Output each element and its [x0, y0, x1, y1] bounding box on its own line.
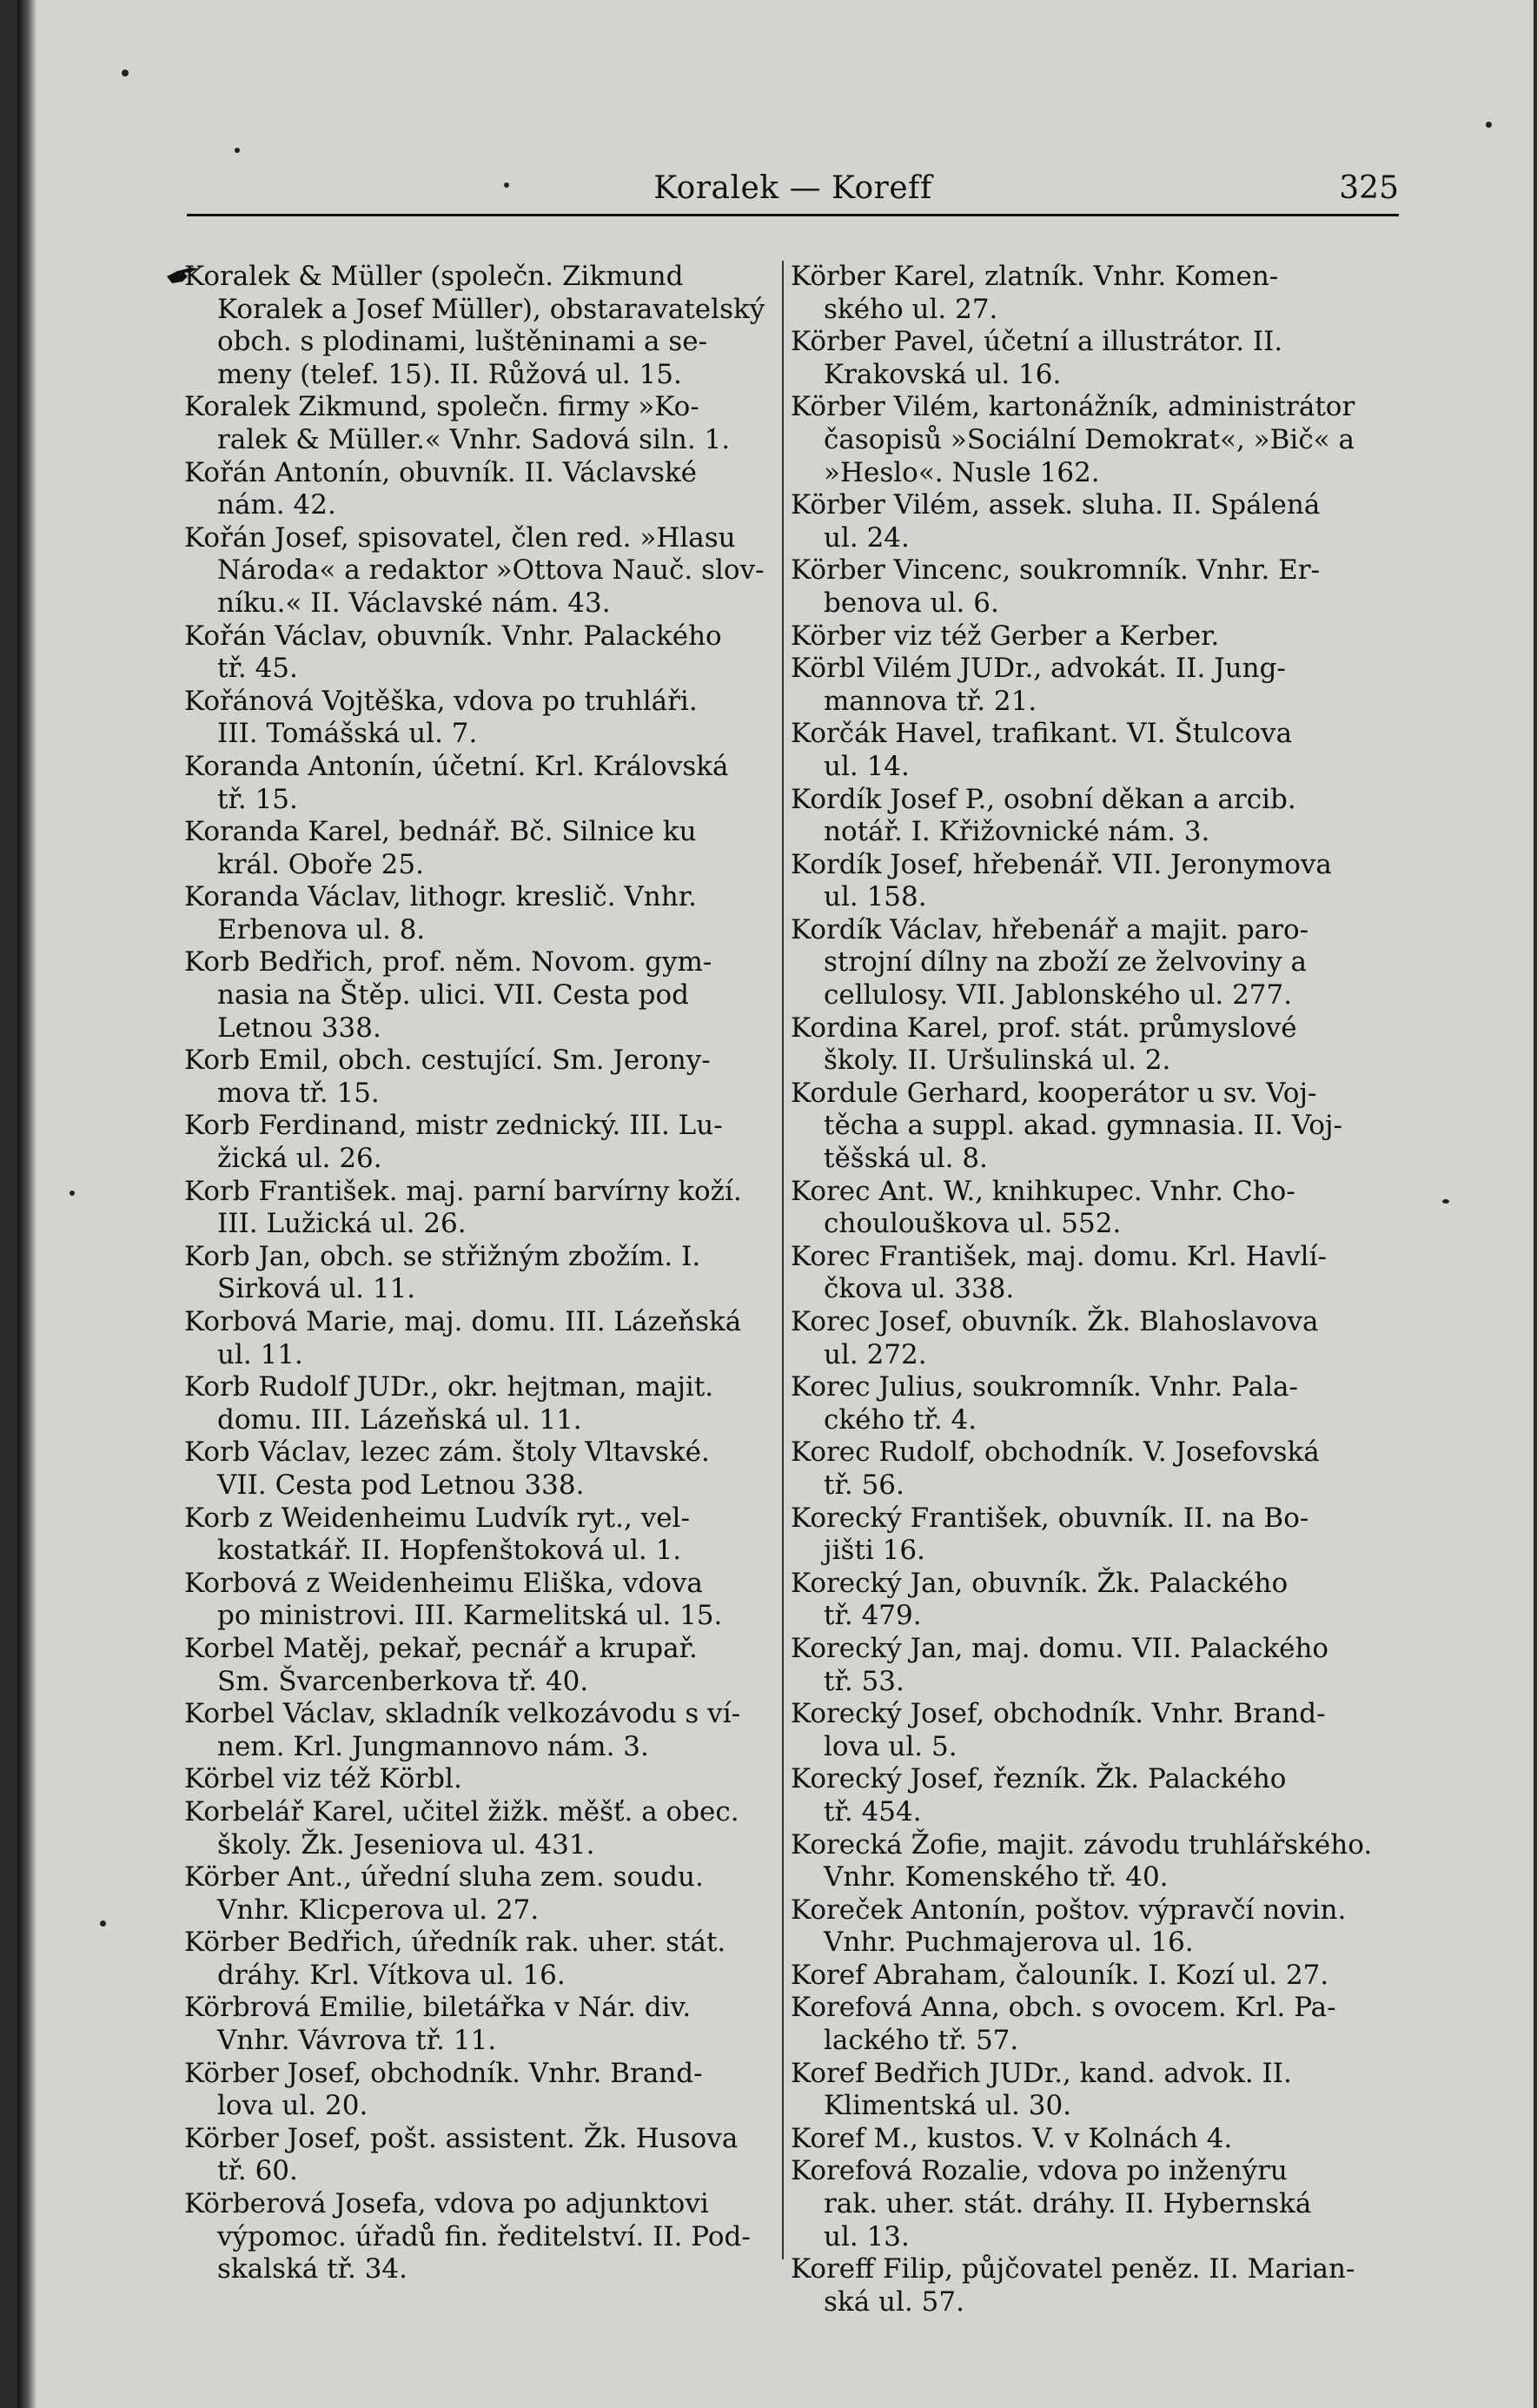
entry-line: Koref M., kustos. V. v Kolnách 4. [791, 2122, 1233, 2154]
directory-entry [791, 1436, 1390, 1502]
entry-line: Kořán Antonín, obuvník. II. Václavské [184, 456, 698, 488]
entry-line: ul. 11. [217, 1338, 303, 1370]
entry-line: Koref Bedřich JUDr., kand. advok. II. [791, 2057, 1292, 2089]
entry-line: tř. 45. [217, 653, 298, 685]
directory-entry [184, 457, 773, 522]
entry-line: choulouškova ul. 552. [824, 1208, 1122, 1240]
entry-line: Erbenova ul. 8. [217, 913, 426, 945]
entry-line: Korefová Anna, obch. s ovocem. Krl. Pa- [791, 1992, 1336, 2024]
entry-line: Koreček Antonín, poštov. výpravčí novin. [791, 1894, 1347, 1926]
print-speck [70, 1191, 75, 1196]
entry-line: Korb Emil, obch. cestující. Sm. Jerony- [184, 1045, 711, 1077]
directory-entry [791, 1763, 1390, 1828]
entry-line: »Heslo«. Nusle 162. [824, 456, 1100, 488]
directory-entry [184, 1763, 773, 1796]
entry-line: ckého tř. 4. [824, 1403, 977, 1436]
directory-entry [184, 881, 773, 946]
directory-entry [791, 1568, 1390, 1633]
entry-line: Korecký Jan, obuvník. Žk. Palackého [791, 1567, 1289, 1599]
book-spine-shadow [17, 0, 36, 2408]
directory-entry [184, 1176, 773, 1241]
entry-line: Koref Abraham, čalouník. I. Kozí ul. 27. [791, 1959, 1329, 1991]
entry-line: cellulosy. VII. Jablonského ul. 277. [824, 979, 1293, 1012]
entry-line: Letnou 338. [217, 1012, 381, 1044]
entry-line: Klimentská ul. 30. [824, 2090, 1072, 2122]
directory-entry [791, 489, 1390, 554]
entry-line: Korec Rudolf, obchodník. V. Josefovská [791, 1436, 1320, 1469]
directory-entry [184, 816, 773, 881]
entry-line: Korbelář Karel, učitel žižk. měšť. a obec. [184, 1795, 739, 1828]
entry-line: Körber Karel, zlatník. Vnhr. Komen- [791, 261, 1279, 292]
print-speck [504, 182, 509, 188]
entry-line: tř. 479. [824, 1600, 922, 1632]
directory-entry [184, 1568, 773, 1633]
entry-line: Sirková ul. 11. [217, 1273, 416, 1305]
directory-entry [184, 1503, 773, 1568]
directory-entry [184, 1110, 773, 1175]
entry-line: těcha a suppl. akad. gymnasia. II. Voj- [824, 1110, 1342, 1142]
directory-entry [184, 1045, 773, 1110]
entry-line: benova ul. 6. [824, 587, 999, 619]
entry-line: tř. 60. [217, 2155, 298, 2187]
entry-line: těšská ul. 8. [824, 1143, 988, 1175]
entry-line: strojní dílny na zboží ze želvoviny a [824, 946, 1307, 978]
entry-line: Körber Vilém, assek. sluha. II. Spálená [791, 489, 1321, 521]
directory-entry [184, 1241, 773, 1306]
directory-entry [791, 1992, 1390, 2057]
entry-line: Korb Rudolf JUDr., okr. hejtman, majit. [184, 1371, 714, 1403]
entry-line: jišti 16. [824, 1535, 925, 1567]
directory-entry [791, 1503, 1390, 1568]
print-speck [1442, 1199, 1449, 1204]
entry-line: III. Tomášská ul. 7. [217, 718, 478, 750]
print-speck [122, 70, 129, 76]
directory-entry [184, 1796, 773, 1861]
entry-line: Korb Bedřich, prof. něm. Novom. gym- [184, 946, 712, 978]
entry-line: nasia na Štěp. ulici. VII. Cesta pod [217, 979, 689, 1012]
entry-line: Vnhr. Vávrova tř. 11. [217, 2025, 497, 2057]
entry-line: ul. 24. [824, 521, 910, 554]
entry-line: Korec Julius, soukromník. Vnhr. Pala- [791, 1371, 1299, 1403]
entry-line: král. Oboře 25. [217, 848, 424, 880]
directory-entry [791, 326, 1390, 391]
directory-entry [184, 1992, 773, 2057]
directory-entry [791, 261, 1390, 326]
entry-line: obch. s plodinami, luštěninami a se- [217, 326, 708, 358]
entry-line: Koreff Filip, půjčovatel peněz. II. Marian- [791, 2253, 1355, 2285]
entry-line: Korecká Žofie, majit. závodu truhlářského. [791, 1828, 1373, 1861]
entry-line: Kořán Václav, obuvník. Vnhr. Palackého [184, 620, 722, 652]
entry-line: ralek & Müller.« Vnhr. Sadová siln. 1. [217, 423, 731, 455]
entry-line: ského ul. 27. [824, 293, 998, 325]
directory-entry [791, 620, 1390, 653]
entry-line: Körbel viz též Körbl. [184, 1763, 462, 1795]
directory-entry [791, 1829, 1390, 1894]
directory-entry [184, 620, 773, 686]
entry-line: Korec Josef, obuvník. Žk. Blahoslavova [791, 1306, 1319, 1337]
entry-line: kostatkář. II. Hopfenštoková ul. 1. [217, 1535, 682, 1567]
entry-line: Korecký Josef, řezník. Žk. Palackého [791, 1763, 1287, 1795]
directory-entry [791, 1078, 1390, 1176]
right-column [791, 261, 1390, 2318]
directory-entry [184, 1698, 773, 1763]
entry-line: níku.« II. Václavské nám. 43. [217, 587, 611, 619]
entry-line: Korecký Jan, maj. domu. VII. Palackého [791, 1632, 1329, 1664]
entry-line: notář. I. Křižovnické nám. 3. [824, 816, 1210, 848]
entry-line: školy. II. Uršulinská ul. 2. [824, 1045, 1171, 1077]
directory-entry [184, 522, 773, 620]
entry-line: Korb Ferdinand, mistr zednický. III. Lu- [184, 1110, 723, 1142]
directory-entry [791, 1698, 1390, 1763]
directory-entry [791, 849, 1390, 914]
entry-line: Krakovská ul. 16. [824, 358, 1062, 390]
entry-line: Národa« a redaktor »Ottova Nauč. slov- [217, 554, 765, 587]
directory-entry [791, 718, 1390, 783]
entry-line: Korb z Weidenheimu Ludvík ryt., vel- [184, 1502, 690, 1534]
directory-entry [791, 2155, 1390, 2253]
directory-entry [184, 2123, 773, 2188]
directory-page [17, 0, 1534, 2408]
entry-line: Körbl Vilém JUDr., advokát. II. Jung- [791, 653, 1286, 685]
running-head: Koralek — Koreff [653, 170, 932, 206]
directory-entry [791, 2123, 1390, 2156]
entry-line: tř. 56. [824, 1469, 904, 1501]
entry-line: ská ul. 57. [824, 2285, 964, 2318]
entry-line: Kordík Josef P., osobní děkan a arcib. [791, 783, 1296, 815]
directory-entry [791, 1371, 1390, 1436]
entry-line: Koralek a Josef Müller), obstaravatelský [217, 293, 765, 325]
directory-entry [184, 751, 773, 816]
entry-line: nem. Krl. Jungmannovo nám. 3. [217, 1730, 649, 1762]
entry-line: Koranda Antonín, účetní. Krl. Královská [184, 750, 729, 782]
entry-line: Körberová Josefa, vdova po adjunktovi [184, 2188, 709, 2220]
entry-line: Vnhr. Puchmajerova ul. 16. [824, 1927, 1194, 1959]
directory-entry [791, 391, 1390, 489]
directory-entry [184, 946, 773, 1045]
entry-line: mova tř. 15. [217, 1077, 380, 1109]
entry-line: Koralek & Müller (společn. Zikmund [184, 261, 684, 292]
entry-line: Körber Josef, obchodník. Vnhr. Brand- [184, 2057, 703, 2089]
directory-entry [184, 1371, 773, 1436]
entry-line: Kordík Václav, hřebenář a majit. paro- [791, 913, 1309, 945]
directory-entry [184, 1436, 773, 1502]
directory-entry [791, 1012, 1390, 1078]
directory-entry [791, 1633, 1390, 1698]
directory-entry [791, 1960, 1390, 1993]
directory-entry [791, 653, 1390, 718]
entry-line: čkova ul. 338. [824, 1273, 1015, 1305]
directory-entry [184, 1306, 773, 1371]
directory-entry [791, 1306, 1390, 1371]
entry-line: tř. 454. [824, 1795, 922, 1828]
entry-line: Kořán Josef, spisovatel, člen red. »Hlasu [184, 521, 736, 554]
directory-entry [184, 391, 773, 456]
directory-entry [184, 1861, 773, 1927]
entry-line: Korb Jan, obch. se střižným zbožím. I. [184, 1240, 701, 1272]
page-number: 325 [1339, 170, 1399, 206]
directory-entry [184, 2188, 773, 2286]
entry-line: Kordík Josef, hřebenář. VII. Jeronymova [791, 848, 1332, 880]
entry-line: Korbel Václav, skladník velkozávodu s ví- [184, 1698, 741, 1730]
entry-line: VII. Cesta pod Letnou 338. [217, 1469, 585, 1501]
entry-line: Korb Václav, lezec zám. štoly Vltavské. [184, 1436, 710, 1469]
print-speck [235, 148, 240, 153]
entry-line: Körber viz též Gerber a Kerber. [791, 620, 1220, 652]
directory-entry [791, 2058, 1390, 2123]
page-header [187, 170, 1399, 216]
entry-line: Körber Bedřich, úředník rak. uher. stát. [184, 1927, 726, 1959]
entry-line: Sm. Švarcenberkova tř. 40. [217, 1665, 589, 1697]
entry-line: Korecký Josef, obchodník. Vnhr. Brand- [791, 1698, 1326, 1730]
entry-line: tř. 53. [824, 1665, 904, 1697]
entry-line: III. Lužická ul. 26. [217, 1208, 467, 1240]
entry-line: Koranda Karel, bednář. Bč. Silnice ku [184, 816, 697, 848]
entry-line: Körber Vincenc, soukromník. Vnhr. Er- [791, 554, 1321, 587]
directory-entry [184, 1633, 773, 1698]
entry-line: Vnhr. Komenského tř. 40. [824, 1861, 1169, 1894]
directory-entry [791, 2253, 1390, 2318]
entry-line: skalská tř. 34. [217, 2253, 407, 2285]
entry-line: ul. 14. [824, 750, 910, 782]
entry-line: ul. 13. [824, 2220, 910, 2252]
entry-line: ul. 272. [824, 1338, 927, 1370]
directory-entry [791, 554, 1390, 620]
entry-line: mannova tř. 21. [824, 685, 1037, 717]
entry-line: lova ul. 5. [824, 1730, 957, 1762]
entry-line: školy. Žk. Jeseniova ul. 431. [217, 1828, 595, 1861]
directory-entry [791, 784, 1390, 849]
entry-line: Korefová Rozalie, vdova po inženýru [791, 2155, 1288, 2187]
directory-entry [184, 2058, 773, 2123]
entry-line: Vnhr. Klicperova ul. 27. [217, 1894, 540, 1926]
entry-line: ul. 158. [824, 881, 927, 913]
directory-entry [791, 1176, 1390, 1241]
entry-line: Körber Vilém, kartonážník, administrátor [791, 391, 1355, 423]
entry-line: dráhy. Krl. Vítkova ul. 16. [217, 1959, 566, 1991]
entry-line: lackého tř. 57. [824, 2025, 1019, 2057]
print-speck [100, 1920, 106, 1927]
entry-line: Korecký František, obuvník. II. na Bo- [791, 1502, 1309, 1534]
entry-line: Korb František. maj. parní barvírny koží. [184, 1175, 742, 1207]
entry-line: Körbrová Emilie, biletářka v Nár. div. [184, 1992, 692, 2024]
entry-line: Korbová Marie, maj. domu. III. Lázeňská [184, 1306, 742, 1337]
entry-line: po ministrovi. III. Karmelitská ul. 15. [217, 1600, 723, 1632]
entry-line: nám. 42. [217, 489, 336, 521]
entry-line: Korbel Matěj, pekař, pecnář a krupař. [184, 1632, 698, 1664]
directory-entry [791, 914, 1390, 1012]
entry-line: Korbová z Weidenheimu Eliška, vdova [184, 1567, 703, 1599]
entry-line: výpomoc. úřadů fin. ředitelství. II. Pod- [217, 2220, 751, 2252]
entry-line: Korec František, maj. domu. Krl. Havlí- [791, 1240, 1327, 1272]
directory-entry [791, 1894, 1390, 1960]
entry-line: Korec Ant. W., knihkupec. Vnhr. Cho- [791, 1175, 1295, 1207]
entry-line: časopisů »Sociální Demokrat«, »Bič« a [824, 423, 1355, 455]
entry-line: Kordule Gerhard, kooperátor u sv. Voj- [791, 1077, 1317, 1109]
entry-line: tř. 15. [217, 783, 298, 815]
entry-line: Körber Ant., úřední sluha zem. soudu. [184, 1861, 704, 1894]
entry-line: lova ul. 20. [217, 2090, 368, 2122]
left-column [184, 261, 773, 2286]
directory-entry [184, 686, 773, 751]
entry-line: Koranda Václav, lithogr. kreslič. Vnhr. [184, 881, 697, 913]
entry-line: Körber Josef, pošt. assistent. Žk. Husova [184, 2122, 739, 2154]
entry-line: meny (telef. 15). II. Růžová ul. 15. [217, 358, 682, 390]
column-divider [782, 261, 784, 2259]
directory-entry [184, 261, 773, 391]
entry-line: Koralek Zikmund, společn. firmy »Ko- [184, 391, 699, 423]
print-speck [1486, 122, 1492, 128]
entry-line: Korčák Havel, trafikant. VI. Štulcova [791, 718, 1293, 750]
directory-entry [791, 1241, 1390, 1306]
entry-line: domu. III. Lázeňská ul. 11. [217, 1403, 582, 1436]
entry-line: Körber Pavel, účetní a illustrátor. II. [791, 326, 1283, 358]
entry-line: Kordina Karel, prof. stát. průmyslové [791, 1012, 1297, 1044]
entry-line: žická ul. 26. [217, 1143, 382, 1175]
directory-entry [184, 1927, 773, 1992]
entry-line: Kořánová Vojtěška, vdova po truhláři. [184, 685, 698, 717]
entry-line: rak. uher. stát. dráhy. II. Hybernská [824, 2188, 1312, 2220]
